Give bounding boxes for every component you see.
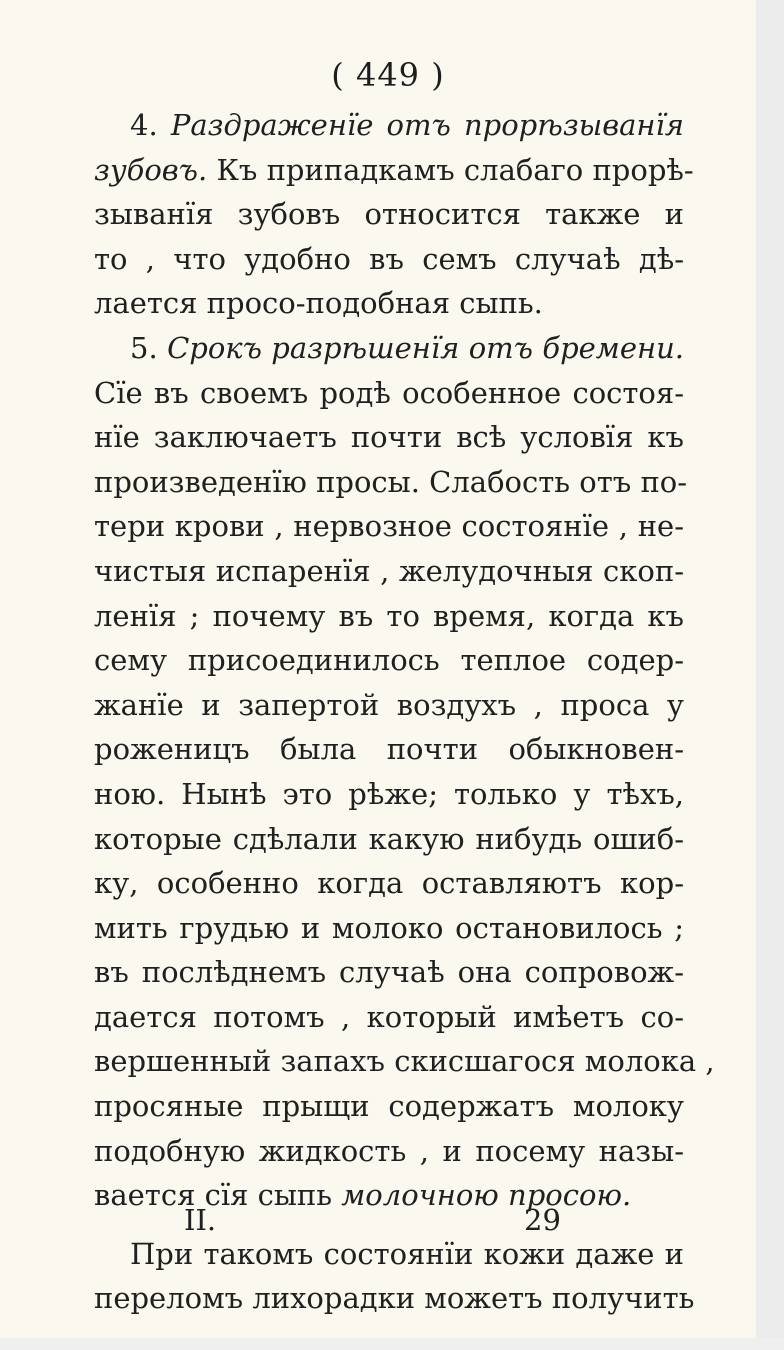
text-line: вается сїя сыпь молочною просою.: [94, 1178, 632, 1213]
text-line: ною. Нынѣ это рѣже; только у тѣхъ,: [94, 776, 684, 811]
text-line: то , что удобно въ семъ случаѣ дѣ-: [94, 241, 684, 276]
text-line: подобную жидкость , и посему назы-: [94, 1133, 684, 1168]
text-line: тери крови , нервозное состоянїе , не-: [94, 509, 684, 544]
signature-mark: 29: [524, 1203, 561, 1237]
scan-margin-right: [756, 0, 784, 1350]
body-text: [94, 103, 715, 1321]
text-line: 5. Срокъ разрѣшенїя отъ бремени.: [130, 330, 685, 365]
text-line: переломъ лихорадки можетъ получить: [94, 1281, 695, 1316]
text-line: зубовъ. Къ припадкамъ слабаго прорѣ-: [94, 152, 694, 187]
text-line: мить грудью и молоко остановилось ;: [94, 910, 684, 945]
text-line: жанїе и запертой воздухъ , проса у: [94, 687, 684, 722]
scan-margin-bottom: [0, 1338, 784, 1350]
text-line: роженицъ была почти обыкновен-: [94, 732, 684, 767]
page-footer: [0, 1203, 756, 1247]
text-line: просяные прыщи содержатъ молоку: [94, 1089, 684, 1124]
text-line: чистыя испаренїя , желудочныя скоп-: [94, 553, 684, 588]
text-line: нїе заключаетъ почти всѣ условїя къ: [94, 420, 684, 455]
text-line: Сїе въ своемъ родѣ особенное состоя-: [94, 375, 684, 410]
text-line: ку, особенно когда оставляютъ кор-: [94, 866, 684, 901]
text-line: сему присоединилось теплое содер-: [94, 643, 684, 678]
text-line: зыванїя зубовъ относится также и: [94, 197, 684, 232]
text-line: лается просо-подобная сыпь.: [94, 286, 543, 321]
text-line: ленїя ; почему въ то время, когда къ: [94, 598, 684, 633]
text-line: 4. Раздраженїе отъ прорѣзыванїя: [130, 108, 685, 142]
text-line: При такомъ состоянїи кожи даже и: [130, 1236, 684, 1271]
page-number: ( 449 ): [331, 56, 445, 94]
text-line: произведенїю просы. Слабость отъ по-: [94, 464, 688, 499]
text-line: въ послѣднемъ случаѣ она сопровож-: [94, 955, 684, 990]
text-line: которые сдѣлали какую нибудь ошиб-: [94, 821, 684, 856]
text-line: вершенный запахъ скисшагося молока ,: [94, 1044, 715, 1079]
text-line: дается потомъ , который имѣетъ со-: [94, 999, 684, 1034]
volume-mark: II.: [184, 1203, 217, 1237]
